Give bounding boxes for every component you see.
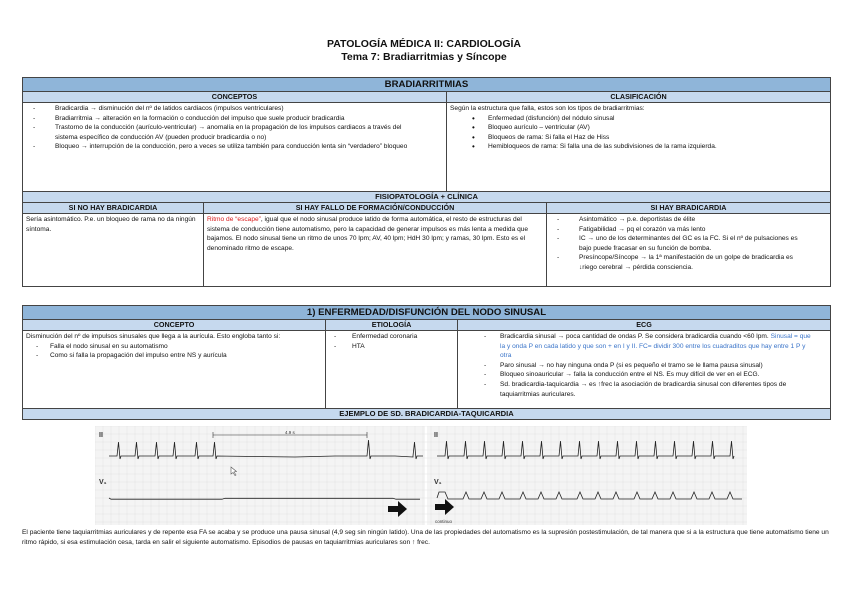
nodo-sinusal-table xyxy=(22,305,831,420)
list-item: • Enfermedad (disfunción) del nódulo sinusal xyxy=(450,114,828,124)
list-item: - Presíncope/Síncope → la 1ª manifestación de un golpe de bradicardia es ↓riego cerebral → pérdida consciencia. xyxy=(547,253,802,272)
ecg-cell xyxy=(458,331,831,409)
continuo-label: continuo xyxy=(435,519,453,524)
list-item xyxy=(458,332,812,361)
list-item: - Bloqueo sinoauricular → falla la conducción entre el NS. Es muy difícil de ver en el ECG. xyxy=(458,370,812,380)
list-item: - Fatigabilidad → pq el corazón va más lento xyxy=(547,225,802,235)
concepto-list xyxy=(26,342,295,361)
list-item: - Bradiarritmia → alteración en la formación o conducción del impulso que suele producir bradicardia xyxy=(23,114,418,124)
lead-ii-label-right: II xyxy=(434,432,438,439)
bradicardia-sinusal-text: Bradicardia sinusal → poca cantidad de ondas P. Se considera bradicardia cuando <60 lpm. xyxy=(500,333,771,340)
bradiarritmias-banner: BRADIARRITMIAS xyxy=(23,78,831,92)
list-item: - Enfermedad coronaria xyxy=(326,332,457,342)
list-item: - Paro sinusal → no hay ninguna onda P (si es pequeño el tramo se le llama pausa sinusal) xyxy=(458,361,812,371)
ritmo-escape-text: , igual que el nodo sinusal produce latido de forma automática, el resto de estructuras del sistema de conducción tiene automatismo, pero la capacidad de generar impulsos es más lenta a medida que bajamos. El nodo sinusal tiene un ritmo de unos 70 lpm; AV, 40 lpm; HdH 30 lpm; y ramas, 30 lpm. Esto es el denominado ritmo de escape. xyxy=(207,216,529,252)
si-bradicardia-list xyxy=(547,215,830,273)
etiologia-header: ETIOLOGÍA xyxy=(326,320,458,331)
ecg-header: ECG xyxy=(458,320,831,331)
clasificacion-header: CLASIFICACIÓN xyxy=(447,92,831,103)
list-item: • Bloqueo aurículo – ventricular (AV) xyxy=(450,123,828,133)
concepto-intro: Disminución del nº de impulsos sinusales que llega a la aurícula. Esto engloba tanto si: xyxy=(26,333,281,340)
pause-interval-label: 4.9 s xyxy=(285,430,295,435)
clasificacion-cell xyxy=(447,103,831,192)
fallo-formacion-header: SI HAY FALLO DE FORMACIÓN/CONDUCCIÓN xyxy=(204,203,547,214)
list-item: - Asintomático → p.e. deportistas de élite xyxy=(547,215,802,225)
clasificacion-list xyxy=(450,114,828,152)
no-bradicardia-text: Sería asintomático. P.e. un bloqueo de rama no da ningún síntoma. xyxy=(23,214,204,287)
etiologia-cell xyxy=(326,331,458,409)
list-item: - HTA xyxy=(326,342,457,352)
page-title: PATOLOGÍA MÉDICA II: CARDIOLOGÍA xyxy=(326,38,522,50)
list-item: • Bloqueos de rama: Si falla el Haz de Hiss xyxy=(450,133,828,143)
no-bradicardia-header: SI NO HAY BRADICARDIA xyxy=(23,203,204,214)
ejemplo-header: EJEMPLO DE SD. BRADICARDIA-TAQUICARDIA xyxy=(23,409,831,420)
conceptos-cell xyxy=(23,103,447,192)
ritmo-escape-label: Ritmo de “escape” xyxy=(207,216,261,223)
ecg-list xyxy=(458,332,830,399)
list-item: - Sd. bradicardia-taquicardia → es ↑frec la asociación de bradicardia sinusal con diferentes tipos de taquiarritmias auriculares. xyxy=(458,380,812,399)
list-item: - Bloqueo → interrupción de la conducción, pero a veces se utiliza también para conducción lenta sin “verdadero” bloqueo xyxy=(23,142,418,152)
fallo-formacion-cell xyxy=(204,214,547,287)
si-bradicardia-cell xyxy=(547,214,831,287)
nodo-sinusal-banner: 1) ENFERMEDAD/DISFUNCIÓN DEL NODO SINUSAL xyxy=(23,306,831,320)
lead-ii-label-left: II xyxy=(99,432,103,439)
ecg-strip-figure xyxy=(95,426,747,525)
page-subtitle: Tema 7: Bradiarritmias y Síncope xyxy=(341,51,507,63)
concepto-header: CONCEPTO xyxy=(23,320,326,331)
etiologia-list xyxy=(326,332,457,351)
clasificacion-intro: Según la estructura que falla, estos son los tipos de bradiarritmias: xyxy=(450,105,645,112)
conceptos-list xyxy=(23,104,446,152)
lead-v1-label-right: V₁ xyxy=(434,479,442,486)
list-item: - Como si falla la propagación del impulso entre NS y aurícula xyxy=(26,351,295,361)
fisiopatologia-banner: FISIOPATOLOGÍA + CLÍNICA xyxy=(23,192,831,203)
list-item: - Bradicardia → disminución del nº de latidos cardiacos (impulsos ventriculares) xyxy=(23,104,418,114)
bradiarritmias-table xyxy=(22,77,831,287)
concepto-cell xyxy=(23,331,326,409)
list-item: - Falla el nodo sinusal en su automatismo xyxy=(26,342,295,352)
list-item: • Hemibloqueos de rama: Si falla una de las subdivisiones de la rama izquierda. xyxy=(450,142,828,152)
sinusal-definition-text: Sinusal = que la y onda P en cada latido y que son + en I y II. FC= dividir 300 entre los cuadraditos que hay entre 1 P y otra xyxy=(500,333,811,360)
list-item: - Trastorno de la conducción (aurículo-ventricular) → anomalía en la propagación de los impulsos cardiacos a través del sistema específico de conducción AV (pueden producir bradicardia o no) xyxy=(23,123,418,142)
ecg-explanation-paragraph: El paciente tiene taquiarritmias auriculares y de repente esa FA se acaba y se produce una pausa sinusal (4,9 seg sin ningún latido). Una de las propiedades del automatismo es la supresión postestimulación, de tal manera que si a la estructura que tiene automatismo tiene un ritmo rápido, si esa estimulación cesa, tarda en salir el siguiente automatismo. Episodios de pausas en taquiarritmias auriculares son ↑ frec. xyxy=(22,529,829,546)
conceptos-header: CONCEPTOS xyxy=(23,92,447,103)
si-bradicardia-header: SI HAY BRADICARDIA xyxy=(547,203,831,214)
lead-v1-label-left: V₁ xyxy=(99,479,107,486)
list-item: - IC → uno de los determinantes del GC es la FC. Si el nº de pulsaciones es bajo puede fracasar en su función de bomba. xyxy=(547,234,802,253)
